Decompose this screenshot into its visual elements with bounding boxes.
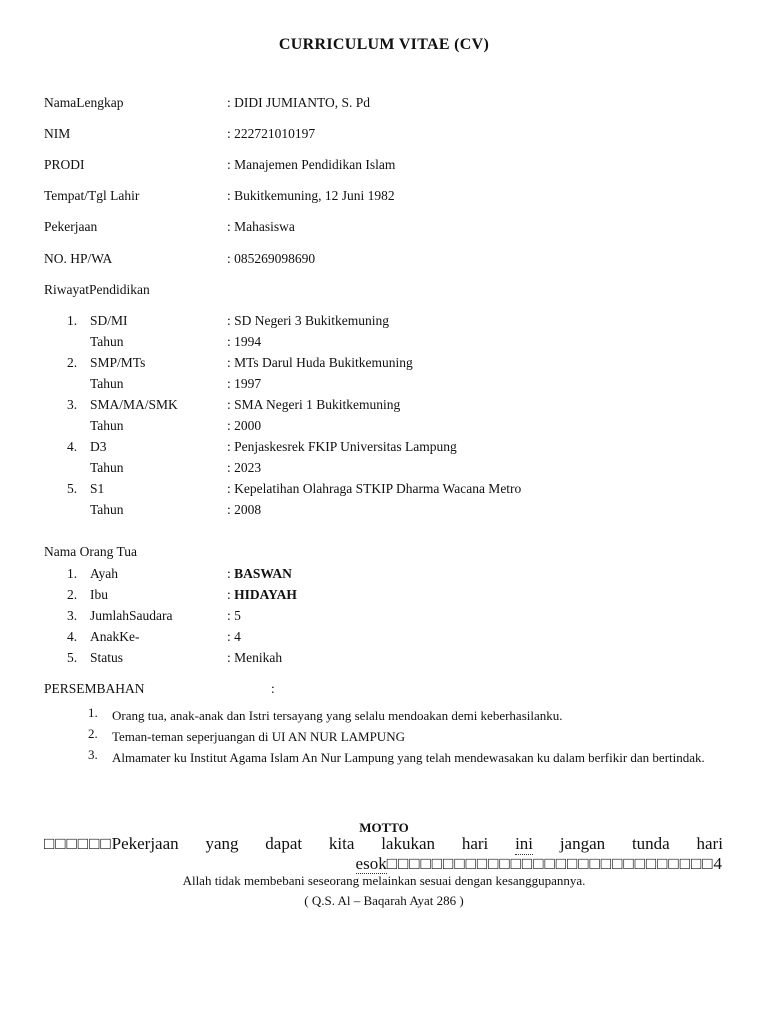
motto-heading: MOTTO xyxy=(359,820,409,835)
motto-word: ini xyxy=(515,834,534,853)
parent-label: AnakKe- xyxy=(90,629,140,644)
parent-value-wrap xyxy=(227,587,297,603)
education-level: SMA/MA/SMK xyxy=(90,397,178,412)
parent-value: Menikah xyxy=(234,650,283,665)
motto-line-2 xyxy=(356,854,723,874)
education-school: : SMA Negeri 1 Bukitkemuning xyxy=(227,397,401,412)
year-value: : 2008 xyxy=(227,502,262,517)
field-label: Tempat/Tgl Lahir xyxy=(44,188,140,203)
field-value: : Manajemen Pendidikan Islam xyxy=(227,157,396,172)
parent-value: 4 xyxy=(234,629,241,644)
motto-source: ( Q.S. Al – Baqarah Ayat 286 ) xyxy=(304,893,464,908)
education-school: : SD Negeri 3 Bukitkemuning xyxy=(227,313,389,328)
field-label: NO. HP/WA xyxy=(44,251,113,266)
list-number: 4. xyxy=(67,629,78,644)
parent-value-wrap xyxy=(227,650,282,666)
year-label: Tahun xyxy=(90,460,124,475)
colon: : xyxy=(227,566,231,581)
field-value: : Bukitkemuning, 12 Juni 1982 xyxy=(227,188,395,203)
list-number: 1. xyxy=(67,566,78,581)
parent-value-wrap xyxy=(227,608,241,624)
list-number: 3. xyxy=(67,608,78,623)
motto-translation: Allah tidak membebani seseorang melainkan sesuai dengan kesanggupannya. xyxy=(182,873,586,888)
education-level: SMP/MTs xyxy=(90,355,146,370)
list-number: 2. xyxy=(67,355,78,370)
field-label: NamaLengkap xyxy=(44,95,124,110)
education-level: S1 xyxy=(90,481,105,496)
parent-label: Ayah xyxy=(90,566,119,581)
motto-word: Pekerjaan xyxy=(111,834,179,853)
motto-word: hari xyxy=(461,834,489,853)
field-label: PRODI xyxy=(44,157,85,172)
parent-label: JumlahSaudara xyxy=(90,608,173,623)
education-school: : MTs Darul Huda Bukitkemuning xyxy=(227,355,413,370)
motto-word: dapat xyxy=(265,834,303,853)
motto-word: yang xyxy=(205,834,239,853)
list-number: 3. xyxy=(88,747,98,762)
document-title: CURRICULUM VITAE (CV) xyxy=(278,36,490,53)
persembahan-text: Orang tua, anak-anak dan Istri tersayang yang selalu mendoakan demi keberhasilanku. xyxy=(112,708,563,723)
education-school: : Penjaskesrek FKIP Universitas Lampung xyxy=(227,439,457,454)
list-number: 2. xyxy=(67,587,78,602)
year-label: Tahun xyxy=(90,334,124,349)
motto-word: hari xyxy=(696,834,723,853)
parent-label: Ibu xyxy=(90,587,108,602)
motto-word: tunda xyxy=(631,834,670,853)
parent-value: 5 xyxy=(234,608,241,623)
motto-line-1 xyxy=(44,834,723,855)
arabic-glyphs: □□□□□□□□□□□□□□□□□□□□□□□□□□□□□4 xyxy=(386,854,723,873)
year-label: Tahun xyxy=(90,376,124,391)
year-label: Tahun xyxy=(90,418,124,433)
motto-word: kita xyxy=(328,834,355,853)
colon: : xyxy=(227,608,231,623)
education-level: D3 xyxy=(90,439,107,454)
year-value: : 2000 xyxy=(227,418,262,433)
section-heading: RiwayatPendidikan xyxy=(44,282,150,297)
persembahan-text: Almamater ku Institut Agama Islam An Nur Lampung yang telah mendewasakan ku dalam berfikir dan bertindak. xyxy=(112,750,705,765)
persembahan-text: Teman-teman seperjuangan di UI AN NUR LAMPUNG xyxy=(112,729,405,744)
colon: : xyxy=(227,629,231,644)
parent-value-wrap xyxy=(227,566,292,582)
year-value: : 2023 xyxy=(227,460,262,475)
section-heading: PERSEMBAHAN xyxy=(44,681,145,696)
education-school: : Kepelatihan Olahraga STKIP Dharma Wacana Metro xyxy=(227,481,522,496)
field-label: Pekerjaan xyxy=(44,219,98,234)
year-label: Tahun xyxy=(90,502,124,517)
field-value: : DIDI JUMIANTO, S. Pd xyxy=(227,95,371,110)
motto-word: jangan xyxy=(559,834,606,853)
year-value: : 1997 xyxy=(227,376,262,391)
motto-word: esok xyxy=(355,854,387,873)
parent-value: HIDAYAH xyxy=(234,587,297,602)
list-number: 1. xyxy=(67,313,78,328)
field-value: : Mahasiswa xyxy=(227,219,295,234)
parent-label: Status xyxy=(90,650,124,665)
motto-word-1 xyxy=(44,834,179,855)
list-number: 3. xyxy=(67,397,78,412)
list-number: 2. xyxy=(88,726,98,741)
list-number: 5. xyxy=(67,650,78,665)
parent-value-wrap xyxy=(227,629,241,645)
colon: : xyxy=(227,587,231,602)
field-value: : 222721010197 xyxy=(227,126,316,141)
list-number: 1. xyxy=(88,705,98,720)
colon: : xyxy=(227,650,231,665)
field-label: NIM xyxy=(44,126,71,141)
colon: : xyxy=(271,681,275,696)
arabic-glyphs: □□□□□□ xyxy=(44,834,112,853)
list-number: 4. xyxy=(67,439,78,454)
year-value: : 1994 xyxy=(227,334,262,349)
parent-value: BASWAN xyxy=(234,566,292,581)
education-level: SD/MI xyxy=(90,313,128,328)
list-number: 5. xyxy=(67,481,78,496)
section-heading: Nama Orang Tua xyxy=(44,544,137,559)
field-value: : 085269098690 xyxy=(227,251,316,266)
motto-word: lakukan xyxy=(381,834,436,853)
